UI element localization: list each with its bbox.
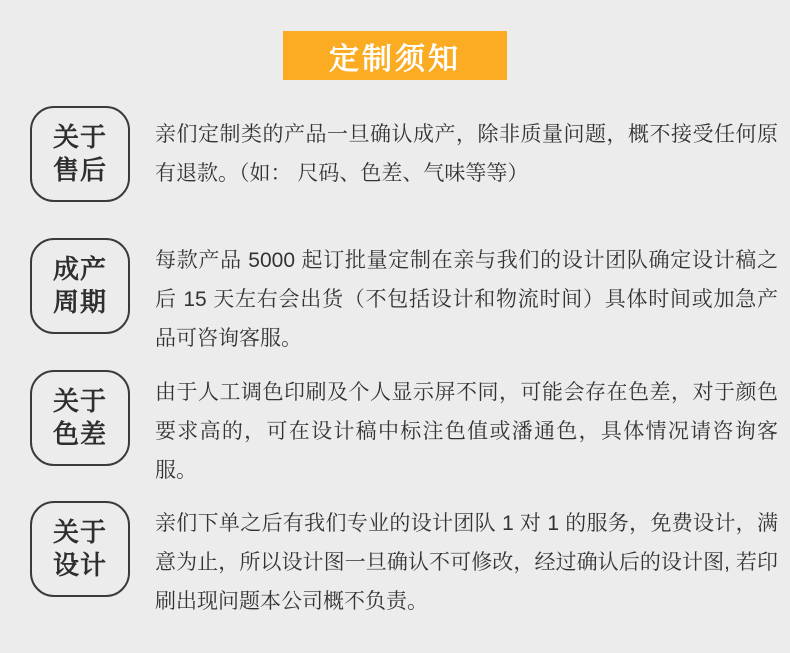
badge-label-line2: 售后 [52,155,107,185]
badge-label-line1: 关于 [52,122,107,152]
design-badge [30,501,130,597]
list-item-design [30,501,778,621]
badge-label-line1: 关于 [52,386,107,416]
design-text: 亲们下单之后有我们专业的设计团队 1 对 1 的服务，免费设计，满意为止，所以设计图一旦确认不可修改，经过确认后的设计图, 若印刷出现问题本公司概不负责。 [155,512,778,613]
after-sales-badge [30,106,130,202]
badge-label-line2: 周期 [52,287,107,317]
list-item-after-sales [30,106,778,202]
production-cycle-text: 每款产品 5000 起订批量定制在亲与我们的设计团队确定设计稿之后 15 天左右会出货（不包括设计和物流时间）具体时间或加急产品可咨询客服。 [155,249,778,350]
color-difference-badge [30,370,130,466]
list-item-color-difference [30,370,778,490]
page-title: 定制须知 [283,31,507,80]
badge-label-line2: 设计 [52,550,107,580]
list-item-production-cycle [30,238,778,358]
badge-label-line1: 成产 [52,254,107,284]
production-cycle-badge [30,238,130,334]
badge-label-line1: 关于 [52,517,107,547]
color-difference-text: 由于人工调色印刷及个人显示屏不同，可能会存在色差，对于颜色要求高的，可在设计稿中标注色值或潘通色，具体情况请咨询客服。 [155,381,778,482]
after-sales-text: 亲们定制类的产品一旦确认成产，除非质量问题，概不接受任何原有退款。（如： 尺码、色差、气味等等） [155,123,778,185]
badge-label-line2: 色差 [52,419,107,449]
